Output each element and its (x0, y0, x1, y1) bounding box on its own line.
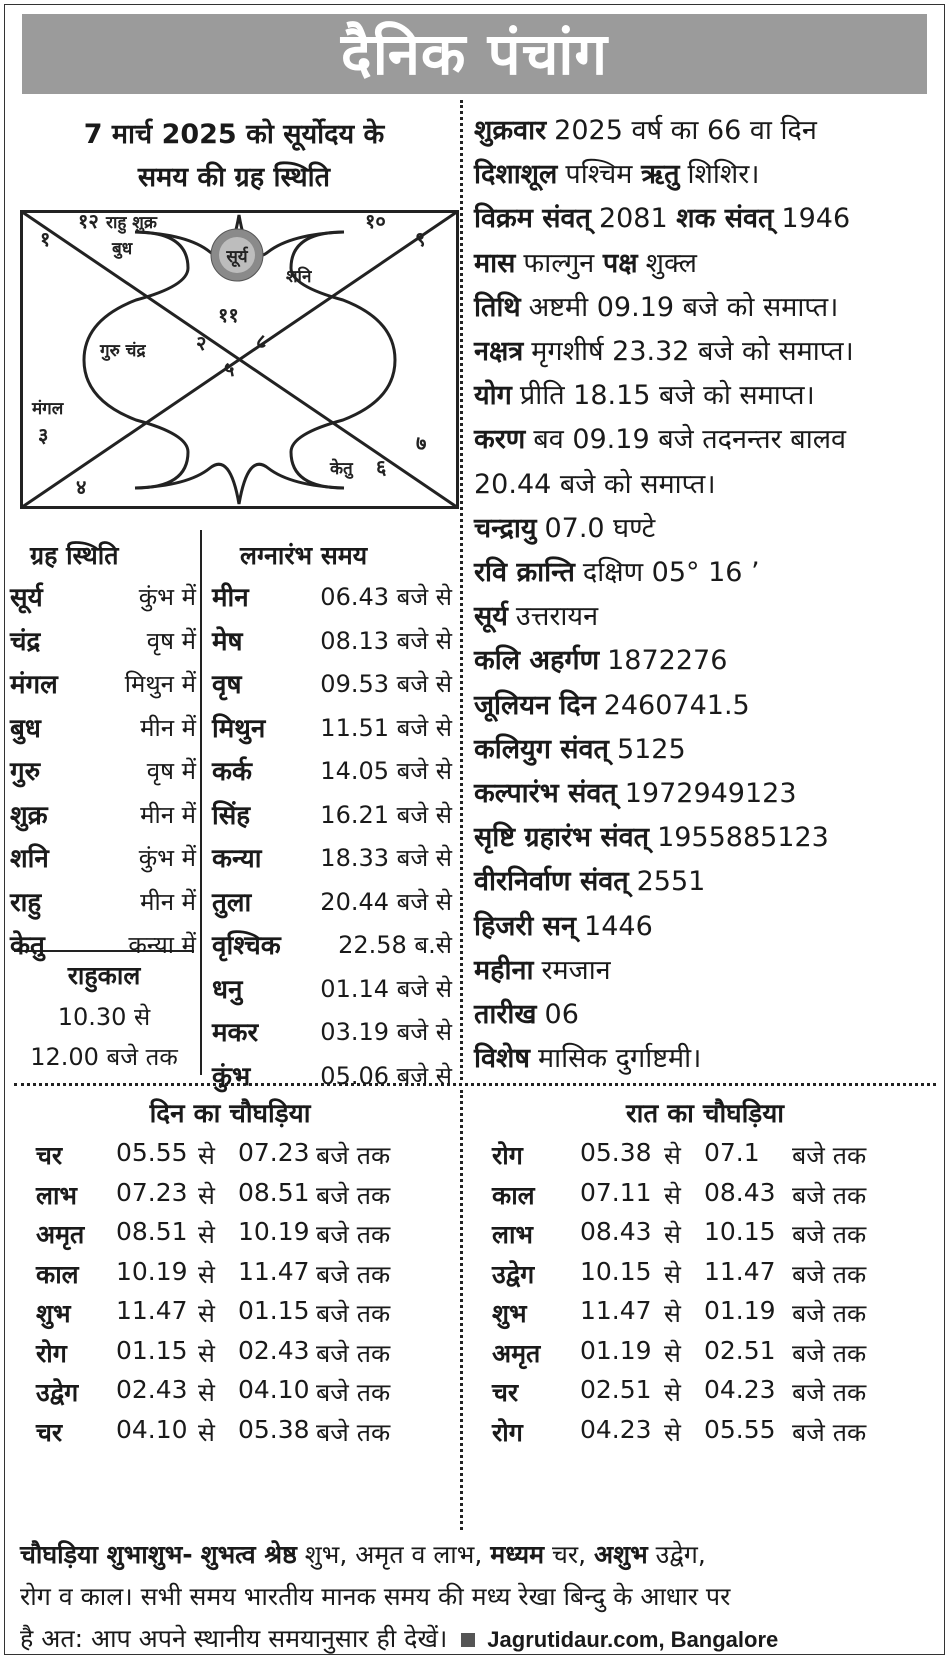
choghadiya-se: से (664, 1141, 681, 1170)
choghadiya-from: 10.19 (116, 1256, 188, 1286)
panchang-value: 1872276 (607, 645, 728, 677)
planet-rahu-shukra: राहु शुक्र (106, 213, 157, 233)
choghadiya-tak: बजे तक (792, 1338, 867, 1368)
choghadiya-tak: बजे तक (316, 1180, 391, 1210)
day-choghadiya-row (36, 1296, 476, 1336)
choghadiya-name: रोग (492, 1141, 523, 1170)
panchang-value: 2551 (636, 866, 706, 898)
lagna-rashi: सिंह (212, 800, 251, 831)
day-choghadiya-row (36, 1415, 476, 1455)
choghadiya-to: 07.23 (238, 1138, 310, 1167)
lagna-rashi: मकर (212, 1018, 259, 1048)
choghadiya-to: 05.38 (238, 1414, 310, 1444)
lagna-row (212, 1013, 452, 1057)
panchang-row (474, 331, 944, 368)
choghadiya-from: 04.10 (116, 1414, 188, 1444)
panchang-key: शुक्रवार (474, 115, 547, 146)
lagna-rashi: धनु (212, 974, 243, 1005)
panchang-row (474, 110, 944, 147)
house-number: ११ (218, 303, 239, 327)
graha-row (10, 883, 198, 927)
choghadiya-tak: बजे तक (792, 1220, 867, 1249)
panchang-key: योग (474, 380, 512, 412)
lagna-row (212, 665, 452, 709)
panchang-value: 2025 वर्ष का 66 वा दिन (554, 115, 817, 146)
kundli-chart (20, 210, 459, 509)
lagna-rashi: वृश्चिक (212, 931, 281, 961)
divider-vertical-main (460, 100, 463, 1080)
panchang-value: 1955885123 (657, 822, 829, 854)
night-choghadiya-row (492, 1375, 932, 1415)
panchang-value: प्रीति 18.15 बजे को समाप्त। (519, 380, 815, 412)
house-number: ६ (376, 455, 387, 479)
lagna-row (212, 796, 452, 840)
day-choghadiya-row (36, 1178, 476, 1218)
graha-planet: मंगल (10, 670, 58, 700)
graha-planet: बुध (10, 713, 41, 744)
night-choghadiya-row (492, 1296, 932, 1336)
panchang-row (474, 375, 944, 412)
choghadiya-name: शुभ (492, 1299, 527, 1328)
page-title: दैनिक पंचांग (22, 14, 927, 94)
chart-heading-line1: 7 मार्च 2025 को सूर्योदय के (83, 119, 385, 150)
panchang-row (474, 287, 944, 324)
choghadiya-from: 11.47 (580, 1296, 652, 1325)
lagna-row (212, 578, 452, 622)
panchang-key: नक्षत्र (474, 336, 524, 367)
panchang-row (474, 861, 944, 898)
lagna-time: 08.13 बजे से (320, 626, 452, 655)
choghadiya-se: से (664, 1220, 681, 1249)
panchang-row (474, 773, 944, 810)
panchang-key: महीना (474, 954, 534, 986)
choghadiya-from: 02.43 (116, 1375, 188, 1404)
panchang-value: 2081 (598, 203, 668, 235)
lagna-rashi: मीन (212, 583, 249, 613)
choghadiya-se: से (198, 1299, 215, 1328)
lagna-heading: लग्नारंभ समय (240, 541, 368, 570)
lagna-row (212, 970, 452, 1014)
graha-row (10, 752, 198, 796)
chart-heading-line2: समय की ग्रह स्थिति (137, 162, 331, 193)
panchang-value: मृगशीर्ष 23.32 बजे को समाप्त। (531, 336, 854, 367)
lagna-row (212, 883, 452, 927)
choghadiya-se: से (198, 1338, 215, 1368)
house-number: ८ (256, 329, 267, 353)
choghadiya-tak: बजे तक (792, 1259, 867, 1289)
panchang-value: रमजान (541, 954, 611, 986)
panchang-key: चन्द्रायु (474, 512, 537, 544)
graha-row (10, 839, 198, 883)
choghadiya-to: 02.43 (238, 1335, 310, 1365)
choghadiya-from: 02.51 (580, 1375, 652, 1404)
planet-surya: सूर्य (226, 247, 248, 267)
planet-shani: शनि (286, 267, 312, 287)
lagna-time: 22.58 ब.से (338, 931, 452, 959)
footer-text-2: शुभ, अमृत व लाभ, (304, 1540, 483, 1569)
choghadiya-from: 08.51 (116, 1217, 188, 1246)
panchang-value: अष्टमी 09.19 बजे को समाप्त। (528, 291, 839, 323)
divider-horizontal (14, 1083, 936, 1086)
day-choghadiya-row (36, 1336, 476, 1376)
night-choghadiya-row (492, 1257, 932, 1297)
panchang-value: 07.0 घण्टे (544, 512, 656, 544)
panchang-key: शक संवत् (676, 203, 774, 235)
panchang-row (474, 817, 944, 854)
graha-row (10, 796, 198, 840)
graha-heading: ग्रह स्थिति (30, 541, 119, 570)
choghadiya-se: से (664, 1259, 681, 1289)
rahukal-start: 10.30 से (57, 1003, 151, 1031)
graha-row (10, 709, 198, 753)
graha-rashi: मीन में (140, 800, 196, 829)
choghadiya-to: 08.43 (704, 1177, 776, 1207)
planet-mangal: मंगल (32, 399, 64, 419)
choghadiya-se: से (198, 1417, 215, 1447)
house-number: ३ (38, 423, 49, 447)
choghadiya-from: 10.15 (580, 1256, 652, 1286)
panchang-key: वीरनिर्वाण संवत् (474, 866, 629, 898)
panchang-key: मास (474, 247, 516, 279)
day-choghadiya-row (36, 1257, 476, 1297)
graha-planet: शुक्र (10, 800, 48, 831)
choghadiya-to: 01.19 (704, 1296, 776, 1325)
choghadiya-name: लाभ (36, 1180, 78, 1210)
panchang-value: फाल्गुन (523, 247, 595, 279)
panchang-key: विशेष (474, 1043, 530, 1075)
house-number: ४ (76, 475, 87, 499)
footer-line-3: है अत: आप अपने स्थानीय समयानुसार ही देखें। (20, 1624, 448, 1653)
panchang-key: सूर्य (474, 601, 508, 633)
panchang-row (474, 464, 944, 501)
day-choghadiya-row (36, 1217, 476, 1257)
lagna-rashi: कर्क (212, 757, 252, 787)
night-choghadiya-heading: रात का चौघड़िया (625, 1099, 785, 1129)
square-bullet-icon (461, 1633, 475, 1647)
panchang-value: बव 09.19 बजे तदनन्तर बालव (533, 424, 847, 456)
panchang-value: 06 (544, 999, 579, 1030)
panchang-row (474, 640, 944, 677)
choghadiya-tak: बजे तक (792, 1141, 867, 1170)
choghadiya-name: रोग (36, 1338, 67, 1368)
panchang-value: 1972949123 (624, 778, 797, 809)
panchang-value: 20.44 बजे को समाप्त। (474, 468, 716, 500)
choghadiya-from: 07.23 (116, 1177, 188, 1207)
lagna-rashi: मिथुन (212, 713, 266, 744)
panchang-key: कल्पारंभ संवत् (474, 778, 617, 809)
panchang-key: तारीख (474, 999, 537, 1030)
choghadiya-name: उद्वेग (492, 1259, 535, 1289)
panchang-key: दिशाशूल (474, 159, 558, 191)
graha-rashi: कुंभ में (138, 844, 196, 872)
choghadiya-tak: बजे तक (316, 1378, 391, 1407)
panchang-key: विक्रम संवत् (474, 203, 591, 235)
panchang-row (474, 950, 944, 987)
planet-ketu: केतु (330, 459, 353, 479)
lagna-time: 05.06 बजे से (320, 1061, 452, 1090)
panchang-key: ऋतु (641, 159, 680, 191)
choghadiya-to: 02.51 (704, 1335, 776, 1365)
house-number: ७ (416, 431, 427, 455)
rahukal-label: राहुकाल (67, 961, 141, 990)
choghadiya-from: 01.19 (580, 1335, 652, 1365)
choghadiya-se: से (198, 1180, 215, 1210)
graha-row (10, 578, 198, 622)
choghadiya-from: 07.11 (580, 1177, 652, 1207)
graha-planet: शनि (10, 844, 49, 874)
choghadiya-tak: बजे तक (792, 1378, 867, 1407)
choghadiya-tak: बजे तक (792, 1180, 867, 1210)
day-choghadiya-row (36, 1375, 476, 1415)
panchang-value: पश्चिम (565, 159, 633, 191)
choghadiya-name: उद्वेग (36, 1378, 79, 1407)
panchang-row (474, 685, 944, 722)
kundli-curve (135, 464, 344, 504)
graha-rashi: कन्या में (128, 931, 196, 959)
choghadiya-from: 04.23 (580, 1414, 652, 1444)
graha-rashi: वृष में (146, 626, 196, 655)
panchang-value: 2460741.5 (603, 689, 750, 721)
house-number: ९ (415, 227, 426, 251)
choghadiya-tak: बजे तक (316, 1220, 391, 1249)
choghadiya-from: 05.38 (580, 1138, 652, 1167)
panchang-key: पक्ष (602, 247, 638, 279)
lagna-rashi: मेष (212, 626, 243, 657)
night-choghadiya-row (492, 1178, 932, 1218)
choghadiya-se: से (198, 1259, 215, 1289)
choghadiya-name: शुभ (36, 1299, 71, 1328)
panchang-key: कलि अहर्गण (474, 645, 600, 677)
choghadiya-name: अमृत (36, 1220, 85, 1249)
panchang-key: तिथि (474, 291, 521, 323)
lagna-rashi: कुंभ (212, 1061, 251, 1092)
footer-note (20, 1534, 935, 1661)
lagna-time: 11.51 बजे से (320, 713, 452, 742)
lagna-time: 06.43 बजे से (320, 583, 452, 611)
panchang-key: जूलियन दिन (474, 689, 596, 721)
rahukal-end: 12.00 बजे तक (30, 1043, 178, 1071)
choghadiya-name: चर (492, 1378, 519, 1407)
choghadiya-name: चर (36, 1141, 63, 1170)
house-number: १० (365, 210, 386, 233)
footer-text-3: चर, (552, 1540, 587, 1569)
choghadiya-to: 04.10 (238, 1375, 310, 1404)
house-number: २ (196, 331, 207, 355)
choghadiya-name: रोग (492, 1417, 523, 1447)
lagna-time: 09.53 बजे से (320, 670, 452, 698)
lagna-time: 14.05 बजे से (320, 757, 452, 785)
graha-rashi: मीन में (140, 713, 196, 742)
graha-rashi: वृष में (146, 757, 196, 785)
planet-budh: बुध (112, 239, 133, 259)
panchang-row (474, 552, 944, 589)
graha-planet: केतु (10, 931, 45, 961)
panchang-row (474, 906, 944, 943)
choghadiya-from: 11.47 (116, 1296, 188, 1325)
choghadiya-tak: बजे तक (316, 1338, 391, 1368)
choghadiya-from: 05.55 (116, 1138, 188, 1167)
day-choghadiya-row (36, 1138, 476, 1178)
choghadiya-se: से (198, 1378, 215, 1407)
choghadiya-to: 11.47 (704, 1256, 776, 1286)
lagna-rashi: कन्या (212, 844, 262, 874)
divider-graha-lagna (200, 530, 202, 1075)
night-choghadiya-row (492, 1336, 932, 1376)
footer-bold-2: शुभत्व श्रेष्ठ (200, 1540, 297, 1569)
panchang-key: कलियुग संवत् (474, 733, 609, 765)
graha-row (10, 622, 198, 666)
graha-rashi: कुंभ में (138, 583, 196, 611)
footer-bold-1: चौघड़िया शुभाशुभ- (20, 1540, 193, 1569)
panchang-key: करण (474, 424, 526, 456)
lagna-rashi: तुला (212, 887, 252, 918)
house-number: ५ (224, 357, 235, 381)
choghadiya-name: काल (36, 1259, 79, 1289)
panchang-value: उत्तरायन (515, 601, 599, 633)
choghadiya-se: से (664, 1180, 681, 1210)
panchang-row (474, 508, 944, 545)
graha-planet: गुरु (10, 757, 41, 787)
choghadiya-to: 11.47 (238, 1256, 310, 1286)
choghadiya-to: 05.55 (704, 1414, 776, 1444)
panchang-row (474, 1038, 944, 1075)
lagna-row (212, 622, 452, 666)
footer-bold-3: मध्यम (490, 1540, 545, 1569)
panchang-value: 1446 (584, 910, 653, 942)
lagna-row (212, 752, 452, 796)
panchang-row (474, 994, 944, 1031)
planet-guru-chandra: गुरु चंद्र (100, 341, 146, 361)
day-choghadiya-heading: दिन का चौघड़िया (149, 1099, 311, 1129)
panchang-value: 5125 (616, 733, 686, 765)
footer-line-2: रोग व काल। सभी समय भारतीय मानक समय की मध्य रेखा बिन्दु के आधार पर (20, 1582, 731, 1611)
graha-planet: राहु (10, 887, 42, 918)
graha-planet: चंद्र (10, 626, 41, 657)
lagna-time: 18.33 बजे से (320, 844, 452, 872)
choghadiya-se: से (664, 1378, 681, 1407)
panchang-value: दक्षिण 05° 16 ’ (582, 557, 760, 588)
graha-rashi: मीन में (140, 887, 196, 916)
choghadiya-tak: बजे तक (316, 1299, 391, 1328)
choghadiya-tak: बजे तक (316, 1141, 391, 1170)
lagna-time: 01.14 बजे से (320, 974, 452, 1003)
house-number: १२ (78, 210, 99, 233)
choghadiya-se: से (664, 1299, 681, 1328)
panchang-key: रवि क्रान्ति (474, 557, 575, 588)
choghadiya-to: 08.51 (238, 1177, 310, 1207)
choghadiya-name: लाभ (492, 1220, 534, 1249)
choghadiya-to: 10.19 (238, 1217, 310, 1246)
lagna-time: 03.19 बजे से (320, 1018, 452, 1046)
choghadiya-to: 01.15 (238, 1296, 310, 1325)
choghadiya-se: से (664, 1417, 681, 1447)
panchang-value: मासिक दुर्गाष्टमी। (537, 1043, 702, 1075)
lagna-row (212, 839, 452, 883)
choghadiya-name: काल (492, 1180, 535, 1210)
lagna-time: 16.21 बजे से (320, 800, 452, 829)
choghadiya-tak: बजे तक (316, 1259, 391, 1289)
graha-row (10, 665, 198, 709)
house-number: १ (40, 227, 51, 251)
choghadiya-se: से (664, 1338, 681, 1368)
lagna-rashi: वृष (212, 670, 242, 700)
night-choghadiya-row (492, 1217, 932, 1257)
night-choghadiya-row (492, 1138, 932, 1178)
choghadiya-tak: बजे तक (792, 1299, 867, 1328)
choghadiya-tak: बजे तक (316, 1417, 391, 1447)
choghadiya-se: से (198, 1220, 215, 1249)
panchang-row (474, 243, 944, 280)
lagna-row (212, 926, 452, 970)
choghadiya-to: 10.15 (704, 1217, 776, 1246)
choghadiya-from: 01.15 (116, 1335, 188, 1365)
choghadiya-from: 08.43 (580, 1217, 652, 1246)
choghadiya-se: से (198, 1141, 215, 1170)
footer-bold-4: अशुभ (594, 1540, 648, 1569)
footer-credit: Jagrutidaur.com, Bangalore (487, 1627, 779, 1652)
graha-rashi: मिथुन में (124, 670, 196, 698)
panchang-key: हिजरी सन् (474, 910, 577, 942)
night-choghadiya-row (492, 1415, 932, 1455)
panchang-row (474, 596, 944, 633)
graha-planet: सूर्य (10, 583, 43, 613)
panchang-value: शिशिर। (687, 159, 760, 191)
choghadiya-to: 07.1 (704, 1138, 760, 1167)
footer-text-4: उद्वेग, (655, 1540, 706, 1569)
panchang-value: 1946 (781, 203, 851, 235)
lagna-row (212, 709, 452, 753)
panchang-row (474, 154, 944, 191)
panchang-value: शुक्ल (645, 247, 697, 279)
choghadiya-to: 04.23 (704, 1375, 776, 1404)
panchang-row (474, 198, 944, 235)
choghadiya-tak: बजे तक (792, 1417, 867, 1447)
lagna-time: 20.44 बजे से (320, 887, 452, 916)
panchang-row (474, 729, 944, 766)
choghadiya-name: चर (36, 1417, 63, 1447)
panchang-key: सृष्टि ग्रहारंभ संवत् (474, 822, 650, 854)
panchang-row (474, 419, 944, 456)
choghadiya-name: अमृत (492, 1338, 541, 1368)
